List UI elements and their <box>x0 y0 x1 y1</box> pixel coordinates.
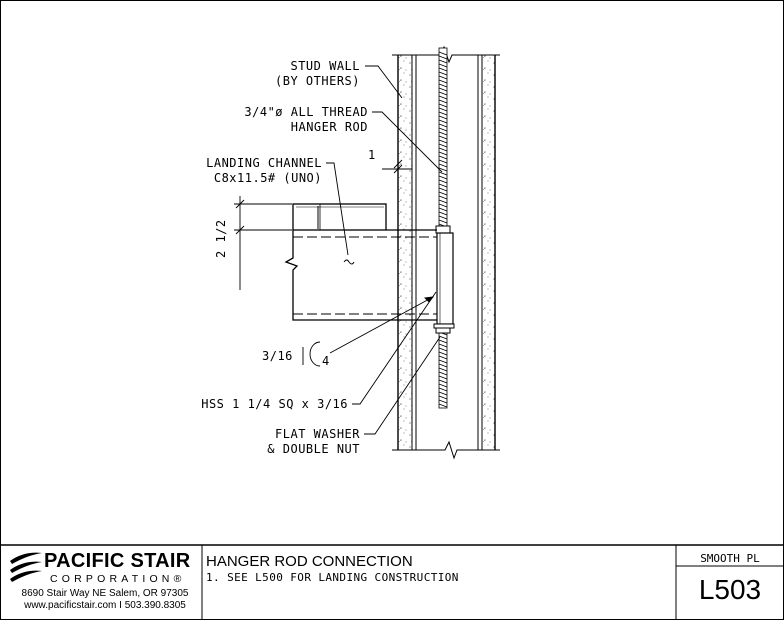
landing-channel <box>286 204 437 320</box>
hanger-rod <box>434 48 454 408</box>
hanger-rod-label: HANGER ROD <box>290 120 368 134</box>
drawing-title: HANGER ROD CONNECTION <box>206 553 413 570</box>
flat-washer <box>434 324 454 328</box>
double-nut-label: & DOUBLE NUT <box>267 442 360 456</box>
company-address: 8690 Stair Way NE Salem, OR 97305 <box>21 588 189 599</box>
registered-mark: ® <box>173 573 182 585</box>
hss-tube <box>437 233 453 324</box>
gap-dimension: 1 <box>368 148 376 162</box>
pacific-stair-logo-mark <box>10 553 42 582</box>
company-name: PACIFIC STAIR <box>44 550 191 572</box>
nut-1 <box>436 328 450 333</box>
dimensions <box>234 160 412 366</box>
channel-size-label: C8x11.5# (UNO) <box>213 171 322 185</box>
flat-washer-label: FLAT WASHER <box>275 427 360 441</box>
hanger-rod-size-label: 3/4"ø ALL THREAD <box>244 105 368 119</box>
sheet-number: L503 <box>698 574 762 605</box>
company-address-block <box>10 588 200 612</box>
company-contact: www.pacificstair.com I 503.390.8305 <box>24 600 186 611</box>
landing-channel-label: LANDING CHANNEL <box>206 156 322 170</box>
top-nut <box>436 226 450 233</box>
stud-wall-by-others-label: (BY OTHERS) <box>275 74 360 88</box>
stud-wall-label: STUD WALL <box>290 59 360 73</box>
drawing-note: 1. SEE L500 FOR LANDING CONSTRUCTION <box>206 571 459 584</box>
sheet-border <box>1 1 784 620</box>
weld-length-label: 4 <box>322 354 330 368</box>
hss-label: HSS 1 1/4 SQ x 3/16 <box>201 397 348 411</box>
weld-size-label: 3/16 <box>262 349 293 363</box>
company-corporation <box>50 573 181 585</box>
channel-depth-dimension: 2 1/2 <box>214 219 228 258</box>
corporation-text: CORPORATION <box>50 573 174 585</box>
finish-label: SMOOTH PL <box>700 552 760 565</box>
